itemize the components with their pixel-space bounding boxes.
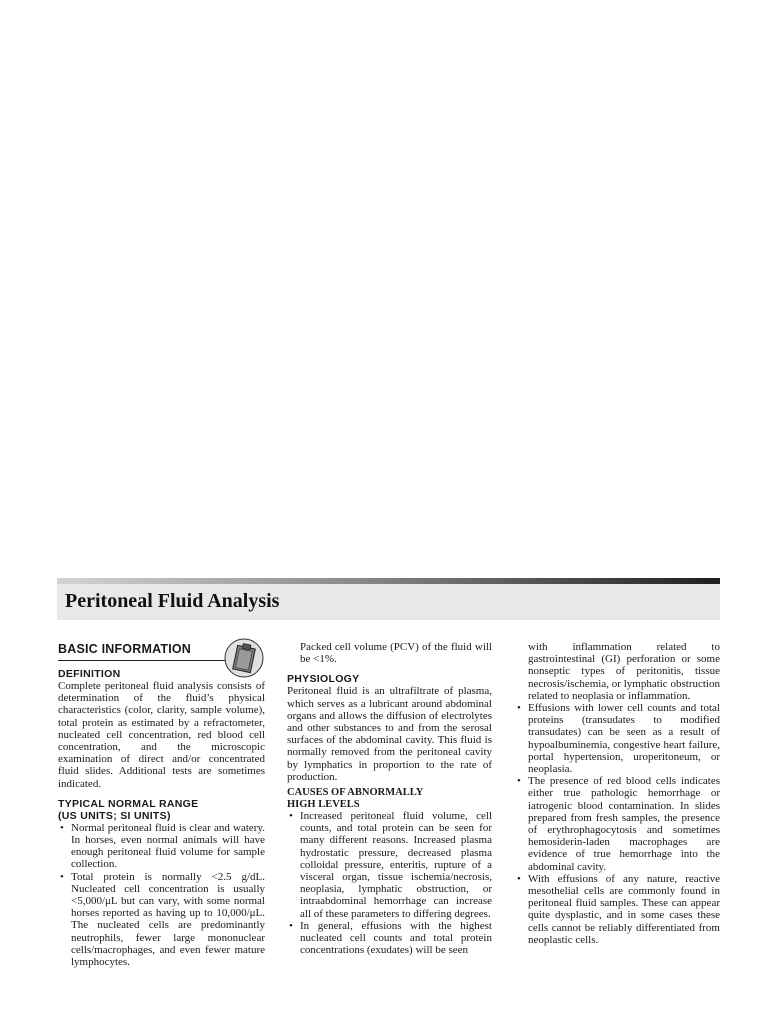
list-item: • Increased peritoneal fluid volume, cell counts, and total protein can be seen for many different reasons. Increased plasma hydrostatic pressure, decreased plasma colloidal pressure, enteritis, rupture of a visceral organ, tissue ischemia/necrosis, neoplasia, lymphatic obstruction, or intraabdominal hemorrhage can increase all of these parameters to differing degrees. [287,810,492,920]
list-item: • Total protein is normally <2.5 g/dL. Nucleated cell concentration is usually <5,000/μL but can vary, with some normal horses reported as having up to 10,000/μL. The nucleated cells are predominantly neutrophils, fewer large mononuclear cells/macrophages, and even fewer mature lymphocytes. [58,871,265,969]
section-rule [58,660,228,661]
normal-range-heading-line2: (US UNITS; SI UNITS) [58,809,171,822]
list-item: • Effusions with lower cell counts and total proteins (transudates to modified transudates) can be seen as a result of hypoalbuminemia, congestive heart failure, portal hypertension, uroperitoneum, or neoplasia. [515,702,720,775]
causes-high-heading-line2: HIGH LEVELS [287,798,360,810]
causes-high-continuation: with inflammation related to gastrointestinal (GI) perforation or some nonseptic types of peritonitis, tissue necrosis/ischemia, or lymphatic obstruction related to neoplasia or inflammation. [528,641,720,702]
clipboard-icon [224,638,264,678]
basic-information-header [58,640,265,664]
page-title: Peritoneal Fluid Analysis [65,590,280,612]
causes-high-list-continued [515,702,720,946]
physiology-text: Peritoneal fluid is an ultrafiltrate of plasma, which serves as a lubricant around abdominal organs and allows the diffusion of electrolytes and other substances to and from the serosal surfaces of the abdominal cavity. This fluid is normally removed from the peritoneal cavity by lymphatics in proportion to the rate of production. [287,685,492,783]
list-item: • The presence of red blood cells indicates either true pathologic hemorrhage or iatrogenic blood contamination. In slides prepared from fresh samples, the presence of erythrophagocytosis and sometimes hemosiderin-laden macrophages are evidence of true hemorrhage into the abdominal cavity. [515,775,720,873]
normal-range-continuation: Packed cell volume (PCV) of the fluid will be <1%. [300,641,492,666]
definition-text: Complete peritoneal fluid analysis consists of determination of the fluid’s physical characteristics (color, clarity, sample volume), total protein as estimated by a refractometer, nucleated cell concentration, red blood cell concentration, and the microscopic examination of direct and/or concentrated fluid slides. Additional tests are sometimes indicated. [58,680,265,790]
title-bar [57,584,720,620]
physiology-heading: PHYSIOLOGY [287,673,360,686]
column-2 [287,641,492,956]
basic-information-heading: BASIC INFORMATION [58,642,192,656]
list-item: • With effusions of any nature, reactive mesothelial cells are commonly found in peritoneal fluid samples. These can appear quite dysplastic, and in some cases these cells cannot be reliably differentiated from neoplastic cells. [515,873,720,946]
normal-range-list [58,822,265,968]
list-item: • In general, effusions with the highest nucleated cell counts and total protein concentrations (exudates) will be seen [287,920,492,957]
list-item: • Normal peritoneal fluid is clear and watery. In horses, even normal animals will have enough peritoneal fluid volume for sample collection. [58,822,265,871]
definition-heading: DEFINITION [58,668,121,680]
column-3 [515,641,720,946]
column-1 [58,640,265,968]
normal-range-heading-line1: TYPICAL NORMAL RANGE [58,797,199,810]
causes-high-heading-line1: CAUSES OF ABNORMALLY [287,787,424,799]
causes-high-list [287,810,492,956]
